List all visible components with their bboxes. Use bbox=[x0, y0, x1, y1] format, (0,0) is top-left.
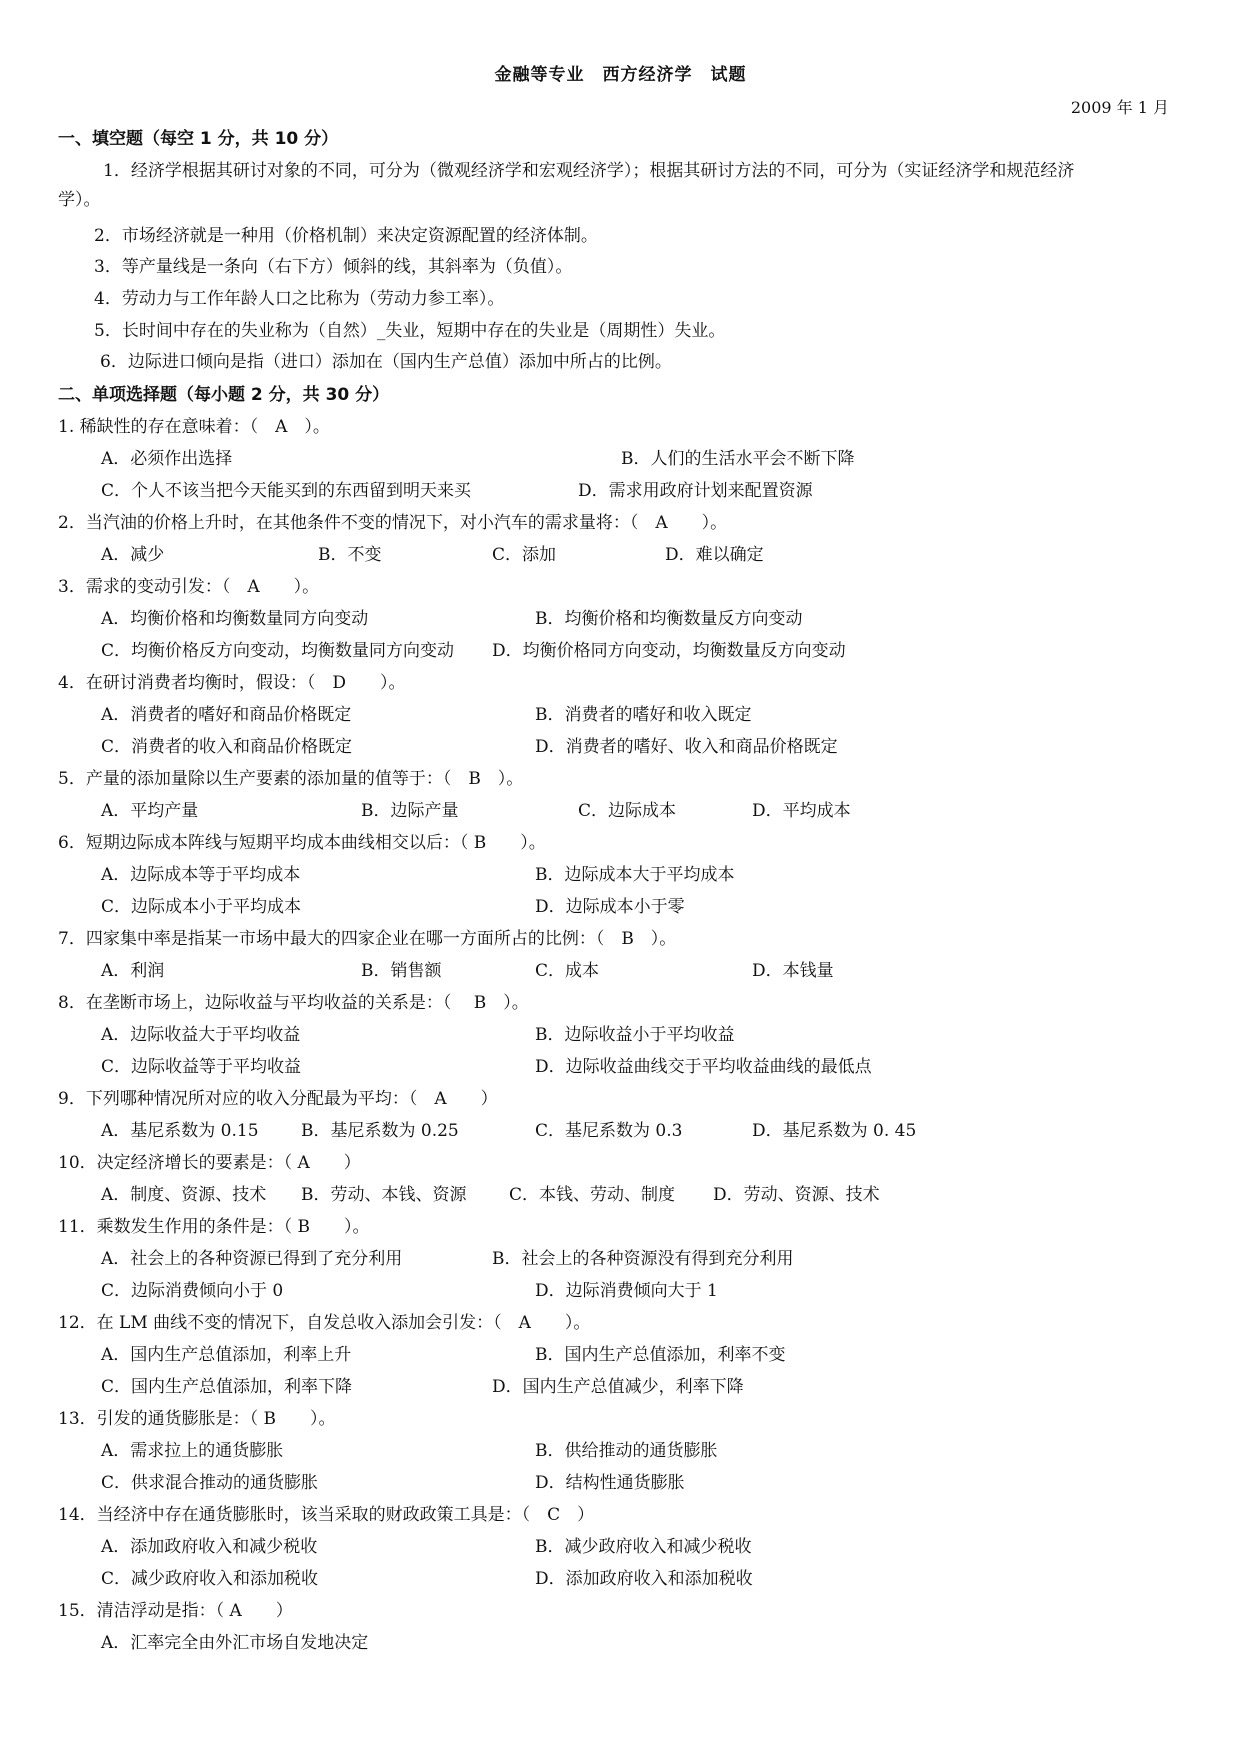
fill-item-1-line2: 学）。 bbox=[58, 190, 101, 210]
question-stem: 11．乘数发生作用的条件是：（ B ）。 bbox=[58, 1217, 370, 1237]
option-a: A．基尼系数为 0.15 bbox=[101, 1121, 259, 1141]
option-b: B．边际产量 bbox=[361, 801, 459, 821]
option-b: B．销售额 bbox=[361, 961, 442, 981]
question-stem: 1. 稀缺性的存在意味着：（ A ）。 bbox=[58, 417, 330, 437]
option-d: D．需求用政府计划来配置资源 bbox=[578, 481, 813, 501]
option-a: A．边际收益大于平均收益 bbox=[101, 1025, 301, 1045]
option-c: C．国内生产总值添加，利率下降 bbox=[101, 1377, 353, 1397]
option-a: A．汇率完全由外汇市场自发地决定 bbox=[101, 1633, 369, 1653]
option-d: D．基尼系数为 0. 45 bbox=[752, 1121, 917, 1141]
option-d: D．消费者的嗜好、收入和商品价格既定 bbox=[535, 737, 838, 757]
option-b: B．减少政府收入和减少税收 bbox=[535, 1537, 752, 1557]
option-c: C．均衡价格反方向变动，均衡数量同方向变动 bbox=[101, 641, 455, 661]
option-b: B．边际收益小于平均收益 bbox=[535, 1025, 735, 1045]
question-stem: 6．短期边际成本阵线与短期平均成本曲线相交以后：（ B ）。 bbox=[58, 833, 546, 853]
option-c: C．边际收益等于平均收益 bbox=[101, 1057, 302, 1077]
option-b: B．劳动、本钱、资源 bbox=[301, 1185, 467, 1205]
option-b: B．边际成本大于平均成本 bbox=[535, 865, 735, 885]
option-d: D．边际成本小于零 bbox=[535, 897, 685, 917]
option-d: D．均衡价格同方向变动，均衡数量反方向变动 bbox=[492, 641, 846, 661]
question-stem: 14．当经济中存在通货膨胀时，该当采取的财政政策工具是：（ C ） bbox=[58, 1505, 595, 1525]
option-d: D．边际消费倾向大于 1 bbox=[535, 1281, 718, 1301]
option-d: D．边际收益曲线交于平均收益曲线的最低点 bbox=[535, 1057, 872, 1077]
fill-item-5: 5．长时间中存在的失业称为（自然）_失业，短期中存在的失业是（周期性）失业。 bbox=[94, 321, 726, 341]
option-b: B．基尼系数为 0.25 bbox=[301, 1121, 459, 1141]
option-c: C．添加 bbox=[492, 545, 557, 565]
option-d: D．结构性通货膨胀 bbox=[535, 1473, 685, 1493]
question-stem: 15．清洁浮动是指：（ A ） bbox=[58, 1601, 293, 1621]
exam-date: 2009 年 1 月 bbox=[1070, 98, 1169, 117]
question-stem: 13．引发的通货膨胀是：（ B ）。 bbox=[58, 1409, 336, 1429]
option-b: B．不变 bbox=[318, 545, 382, 565]
option-c: C．本钱、劳动、制度 bbox=[509, 1185, 676, 1205]
option-c: C．减少政府收入和添加税收 bbox=[101, 1569, 319, 1589]
question-stem: 9．下列哪种情况所对应的收入分配最为平均：（ A ） bbox=[58, 1089, 498, 1109]
section-1-heading: 一、填空题（每空 1 分，共 10 分） bbox=[58, 129, 339, 149]
option-c: C．消费者的收入和商品价格既定 bbox=[101, 737, 353, 757]
option-d: D．国内生产总值减少，利率下降 bbox=[492, 1377, 744, 1397]
option-c: C．个人不该当把今天能买到的东西留到明天来买 bbox=[101, 481, 472, 501]
option-b: B．社会上的各种资源没有得到充分利用 bbox=[492, 1249, 794, 1269]
section-2-heading: 二、单项选择题（每小题 2 分，共 30 分） bbox=[58, 385, 390, 405]
option-b: B．消费者的嗜好和收入既定 bbox=[535, 705, 752, 725]
option-c: C．边际成本 bbox=[578, 801, 677, 821]
option-b: B．均衡价格和均衡数量反方向变动 bbox=[535, 609, 803, 629]
option-a: A．需求拉上的通货膨胀 bbox=[101, 1441, 284, 1461]
option-c: C．供求混合推动的通货膨胀 bbox=[101, 1473, 319, 1493]
option-b: B．供给推动的通货膨胀 bbox=[535, 1441, 718, 1461]
option-a: A．社会上的各种资源已得到了充分利用 bbox=[101, 1249, 403, 1269]
fill-item-1-line1: 1．经济学根据其研讨对象的不同，可分为（微观经济学和宏观经济学）；根据其研讨方法的不同，可分为（实证经济学和规范经济 bbox=[103, 161, 1075, 181]
option-a: A．必须作出选择 bbox=[101, 449, 233, 469]
question-stem: 8．在垄断市场上，边际收益与平均收益的关系是：（ B ）。 bbox=[58, 993, 529, 1013]
question-stem: 4．在研讨消费者均衡时，假设：（ D ）。 bbox=[58, 673, 406, 693]
option-d: D．添加政府收入和添加税收 bbox=[535, 1569, 753, 1589]
option-c: C．基尼系数为 0.3 bbox=[535, 1121, 683, 1141]
option-a: A．制度、资源、技术 bbox=[101, 1185, 267, 1205]
option-a: A．边际成本等于平均成本 bbox=[101, 865, 301, 885]
question-stem: 10．决定经济增长的要素是：（ A ） bbox=[58, 1153, 361, 1173]
option-a: A．均衡价格和均衡数量同方向变动 bbox=[101, 609, 369, 629]
question-stem: 12．在 LM 曲线不变的情况下，自发总收入添加会引发：（ A ）。 bbox=[58, 1313, 591, 1333]
fill-item-3: 3．等产量线是一条向（右下方）倾斜的线，其斜率为（负值）。 bbox=[94, 257, 573, 277]
option-d: D．平均成本 bbox=[752, 801, 851, 821]
option-a: A．平均产量 bbox=[101, 801, 199, 821]
option-c: C．边际成本小于平均成本 bbox=[101, 897, 302, 917]
option-d: D．难以确定 bbox=[665, 545, 764, 565]
option-d: D．本钱量 bbox=[752, 961, 834, 981]
question-stem: 7．四家集中率是指某一市场中最大的四家企业在哪一方面所占的比例：（ B ）。 bbox=[58, 929, 677, 949]
option-b: B．人们的生活水平会不断下降 bbox=[621, 449, 855, 469]
option-a: A．国内生产总值添加，利率上升 bbox=[101, 1345, 352, 1365]
option-d: D．劳动、资源、技术 bbox=[713, 1185, 880, 1205]
option-c: C．边际消费倾向小于 0 bbox=[101, 1281, 284, 1301]
option-a: A．利润 bbox=[101, 961, 165, 981]
option-c: C．成本 bbox=[535, 961, 600, 981]
option-a: A．添加政府收入和减少税收 bbox=[101, 1537, 318, 1557]
question-stem: 5．产量的添加量除以生产要素的添加量的值等于：（ B ）。 bbox=[58, 769, 524, 789]
fill-item-4: 4．劳动力与工作年龄人口之比称为（劳动力参工率）。 bbox=[94, 289, 505, 309]
option-b: B．国内生产总值添加，利率不变 bbox=[535, 1345, 786, 1365]
page-title: 金融等专业 西方经济学 试题 bbox=[494, 65, 747, 85]
fill-item-6: 6．边际进口倾向是指（进口）添加在（国内生产总值）添加中所占的比例。 bbox=[100, 352, 672, 372]
question-stem: 3．需求的变动引发：（ A ）。 bbox=[58, 577, 320, 597]
option-a: A．减少 bbox=[101, 545, 165, 565]
fill-item-2: 2．市场经济就是一种用（价格机制）来决定资源配置的经济体制。 bbox=[94, 226, 598, 246]
option-a: A．消费者的嗜好和商品价格既定 bbox=[101, 705, 352, 725]
question-stem: 2．当汽油的价格上升时，在其他条件不变的情况下，对小汽车的需求量将：（ A ）。 bbox=[58, 513, 728, 533]
